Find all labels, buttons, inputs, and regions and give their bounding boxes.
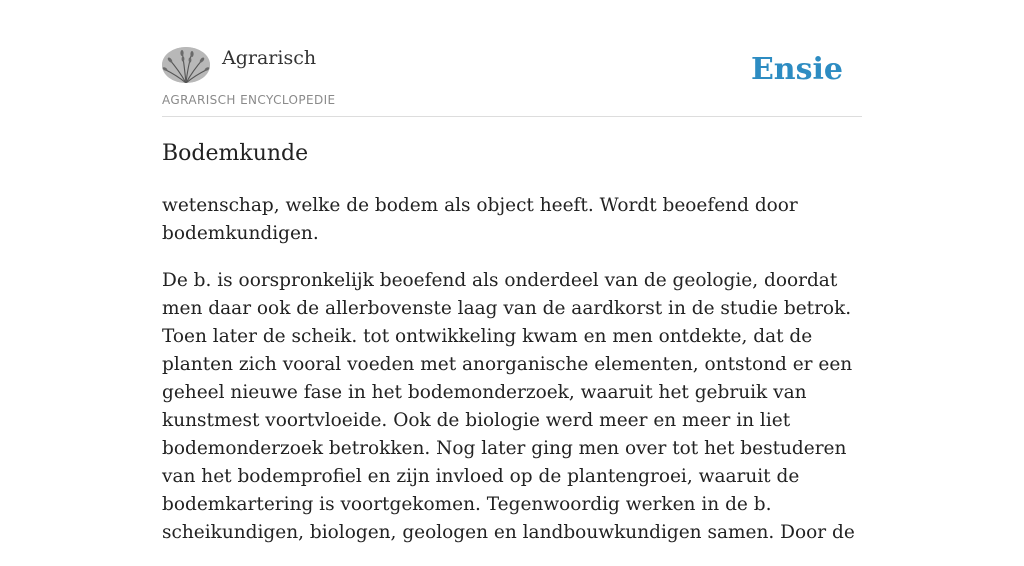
brand-logo[interactable]: Ensie [750,52,843,87]
article-paragraph: De b. is oorspronkelijk beoefend als onderdeel van de geologie, doordat men daar ook de allerbovenste laag van de aardkorst in de studie betrok. Toen later de scheik. tot ontwikkeling kwam en men ontdekte, dat de planten zich vooral voeden met anorganische elementen, ontstond er een geheel nieuwe fase in het bodemonderzoek, waaruit het gebruik van kunstmest voortvloeide. Ook de biologie werd meer en meer in liet bodemonderzoek betrokken. Nog later ging men over tot het bestuderen van het bodemprofiel en zijn invloed op de plantengroei, waaruit de bodemkartering is voortgekomen. Tegenwoordig werken in de b. scheikundigen, biologen, geologen en landbouwkundigen samen. Door de [162,270,855,543]
source-subtitle[interactable]: AGRARISCH ENCYCLOPEDIE [162,93,336,107]
wheat-image-icon[interactable] [162,47,210,83]
page-title: Bodemkunde [162,141,309,166]
page-header [162,0,862,117]
article-body [162,192,867,566]
article-paragraph: wetenschap, welke de bodem als object heeft. Wordt beoefend door bodemkundigen. [162,195,798,244]
article-page [162,0,862,543]
source-name[interactable]: Agrarisch [222,47,317,69]
